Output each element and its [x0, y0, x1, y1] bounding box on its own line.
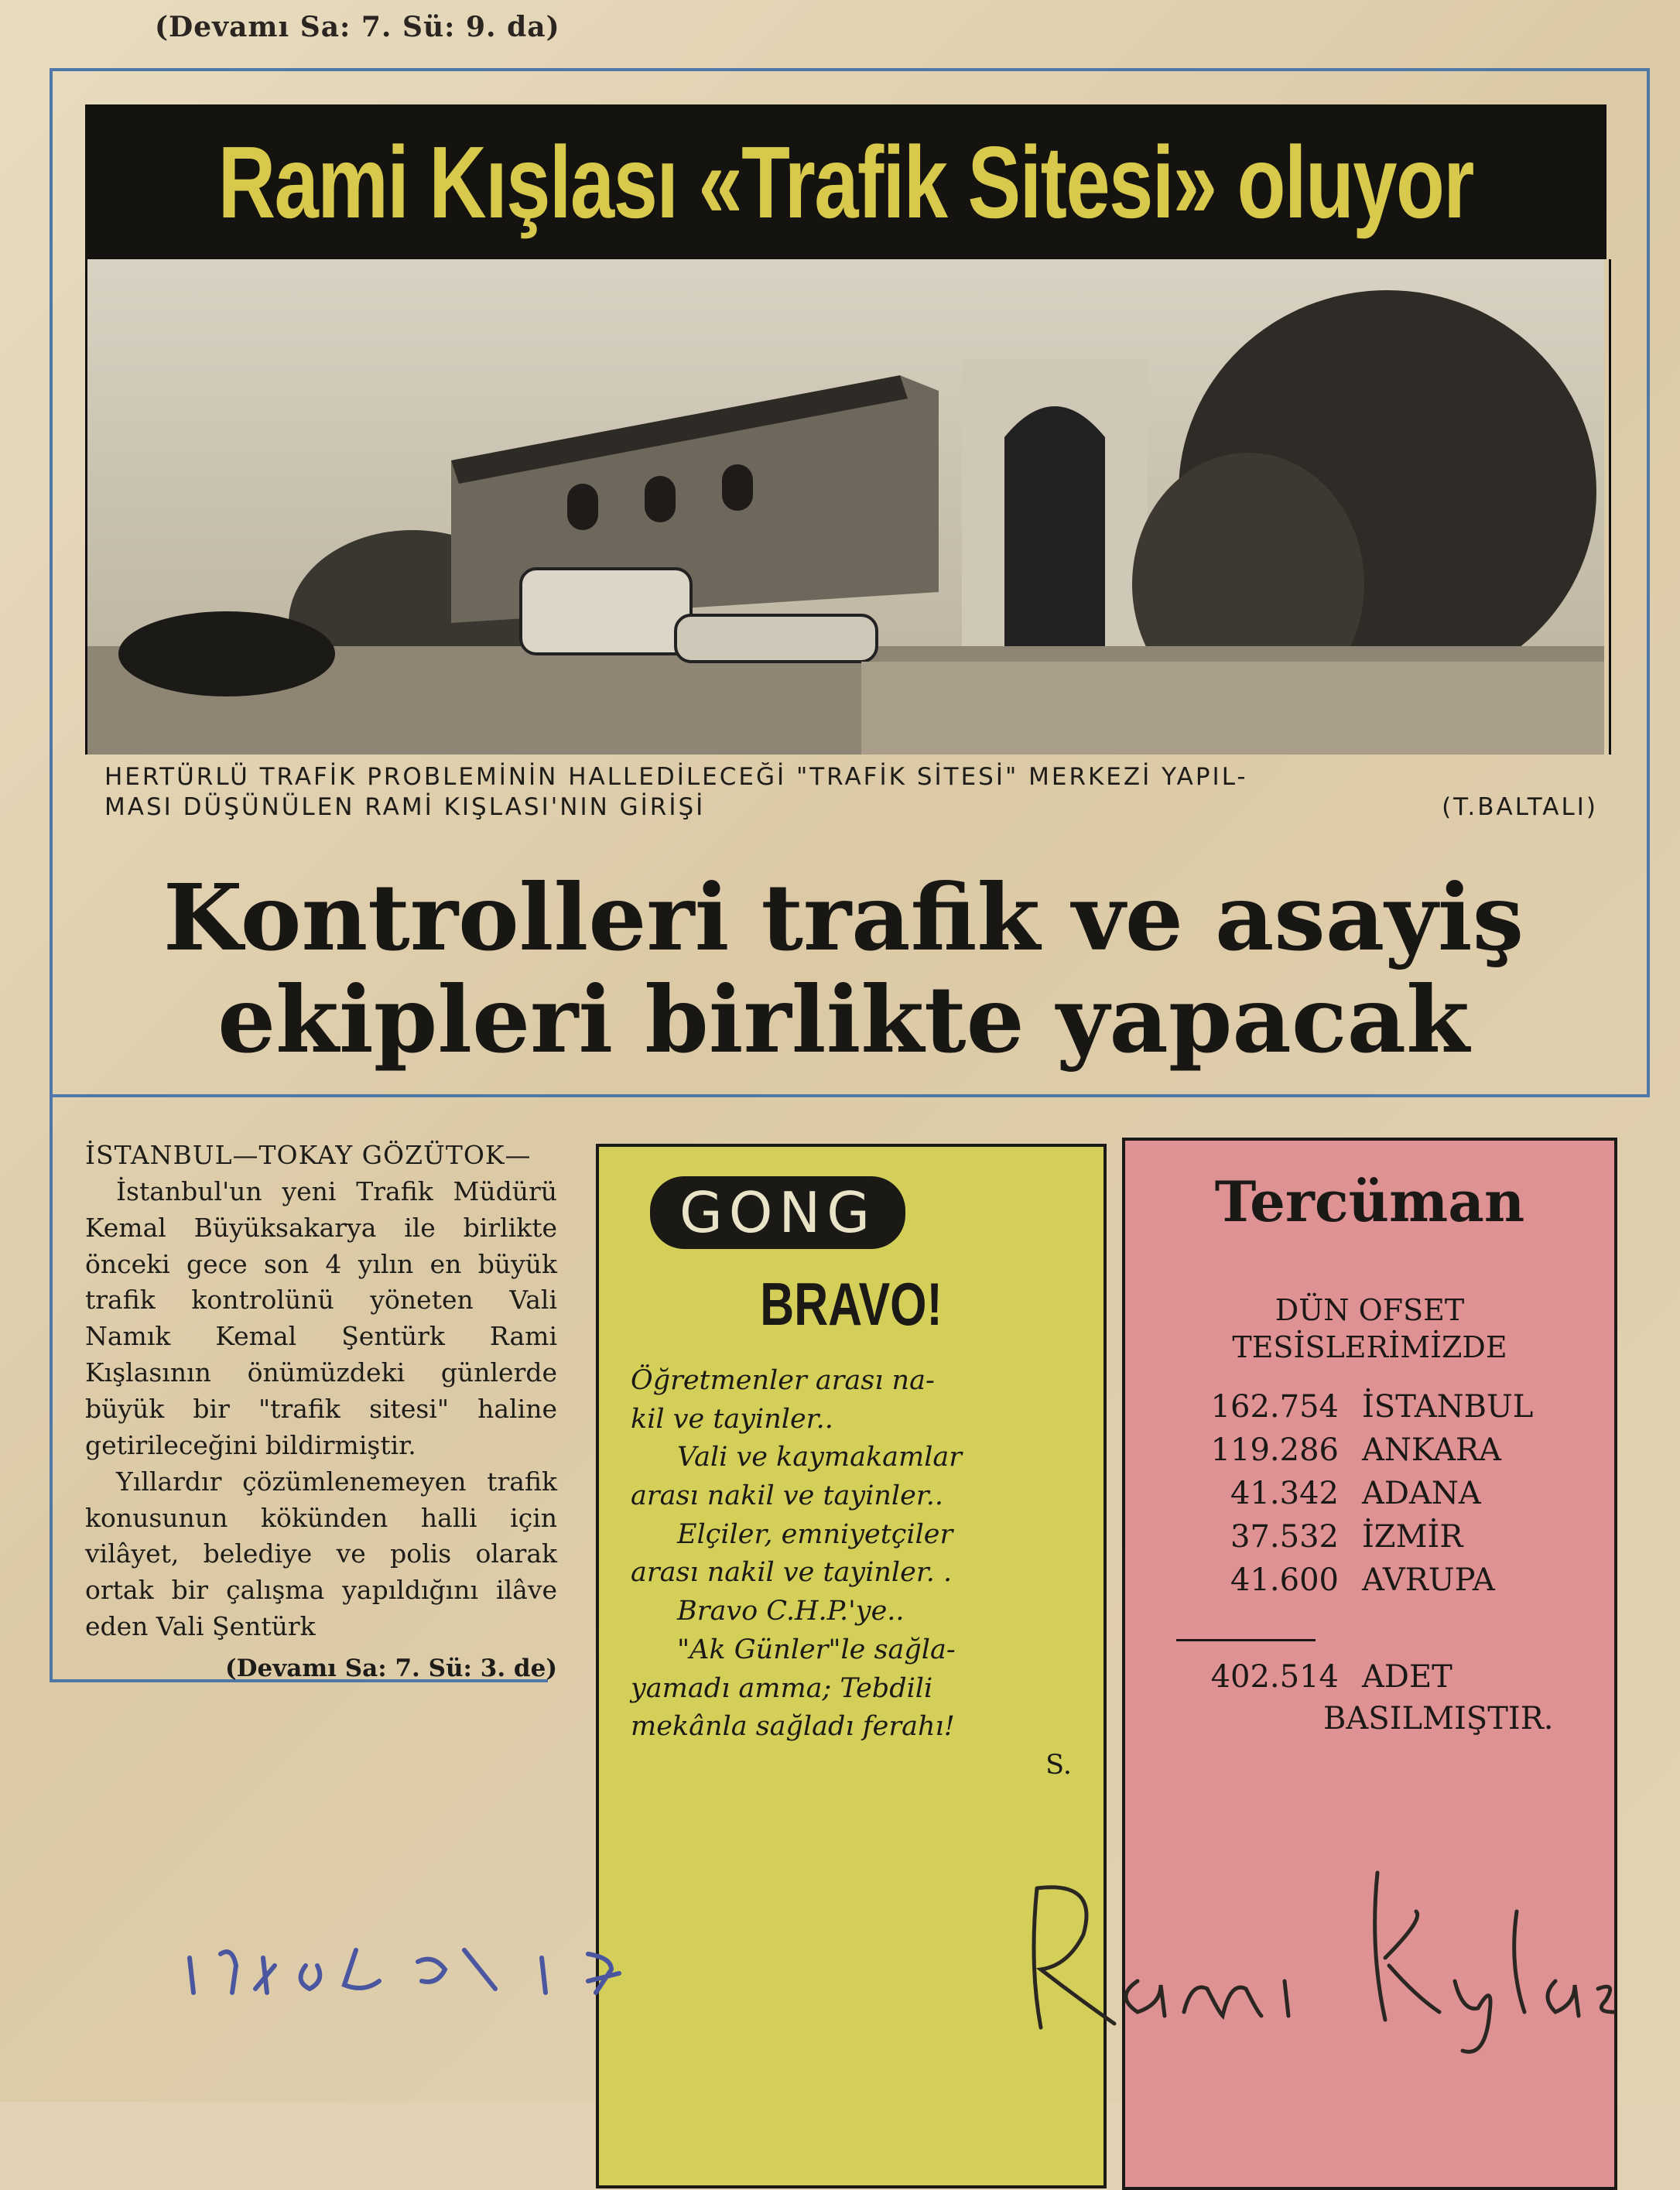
gong-heading: BRAVO! [760, 1270, 943, 1338]
headline-line-1: Kontrolleri trafik ve asayiş [163, 864, 1524, 971]
continuation-note: (Devamı Sa: 7. Sü: 3. de) [225, 1654, 557, 1683]
circulation-number: 41.600 [1230, 1562, 1339, 1598]
gong-line: Öğretmenler arası na- [631, 1365, 935, 1396]
handwritten-date [190, 1950, 619, 1993]
gong-line: Elçiler, emniyetçiler [677, 1518, 953, 1550]
caption-line-2: MASI DÜŞÜNÜLEN RAMİ KIŞLASI'NIN GİRİŞİ [104, 792, 706, 821]
article-paragraph-1: İstanbul'un yeni Trafik Müdürü Kemal Büyüksakarya ile birlikte önceki gece son 4 yılın en büyük trafik kontrolünü yöneten Vali Namık Kemal Şentürk Rami Kışlasının önümüzdeki günlerde büyük bir "trafik sitesi" haline getirileceğini bildirmiştir. [85, 1175, 557, 1460]
page-title: Rami Kışlası «Trafik Sitesi» oluyor [217, 125, 1474, 239]
handwritten-note [1034, 1873, 1613, 2051]
circulation-number: 41.342 [1230, 1476, 1339, 1511]
article-paragraph-2: Yıllardır çözümlenemeyen trafik konusunun kökünden halli için vilâyet, belediye ve polis olarak ortak bir çalışma yapıldığını ilâve eden Vali Şentürk [85, 1466, 557, 1642]
circulation-number: 37.532 [1230, 1519, 1339, 1555]
gong-signature: S. [1045, 1749, 1072, 1781]
circulation-city: ADANA [1362, 1476, 1481, 1511]
gong-line: Vali ve kaymakamlar [677, 1442, 963, 1473]
byline: İSTANBUL—TOKAY GÖZÜTOK— [85, 1140, 532, 1170]
circulation-city: AVRUPA [1362, 1562, 1495, 1598]
circulation-city: İZMİR [1362, 1519, 1463, 1555]
total-number: 402.514 [1210, 1659, 1339, 1695]
gong-line: arası nakil ve tayinler. . [631, 1557, 953, 1589]
gong-line: Bravo C.H.P.'ye.. [677, 1596, 905, 1627]
tercuman-title: Tercüman [1214, 1169, 1525, 1234]
gong-line: "Ak Günler"le sağla- [677, 1634, 956, 1665]
circulation-number: 119.286 [1210, 1432, 1339, 1468]
tercuman-subtitle-line-2: TESİSLERİMİZDE [1232, 1329, 1507, 1364]
gong-line: mekânla sağladı ferahı! [631, 1711, 955, 1743]
gong-line: kil ve tayinler.. [631, 1403, 833, 1435]
circulation-city: ANKARA [1362, 1432, 1502, 1468]
headline-line-2: ekipleri birlikte yapacak [217, 966, 1470, 1074]
gong-line: arası nakil ve tayinler.. [631, 1480, 943, 1512]
tercuman-subtitle-line-1: DÜN OFSET [1275, 1293, 1465, 1327]
total-label: ADET [1362, 1659, 1452, 1695]
gong-logo-text: GONG [679, 1180, 877, 1245]
total-label-2: BASILMIŞTIR. [1323, 1701, 1554, 1737]
caption-line-1: HERTÜRLÜ TRAFİK PROBLEMİNİN HALLEDİLECEĞİ "TRAFİK SİTESİ" MERKEZİ YAPIL- [104, 763, 1248, 791]
photo-credit: (T.BALTALI) [1442, 792, 1598, 821]
circulation-city: İSTANBUL [1362, 1389, 1534, 1425]
circulation-number: 162.754 [1210, 1389, 1339, 1425]
continuation-note-top: (Devamı Sa: 7. Sü: 9. da) [155, 11, 560, 43]
gong-line: yamadı amma; Tebdili [631, 1672, 933, 1704]
